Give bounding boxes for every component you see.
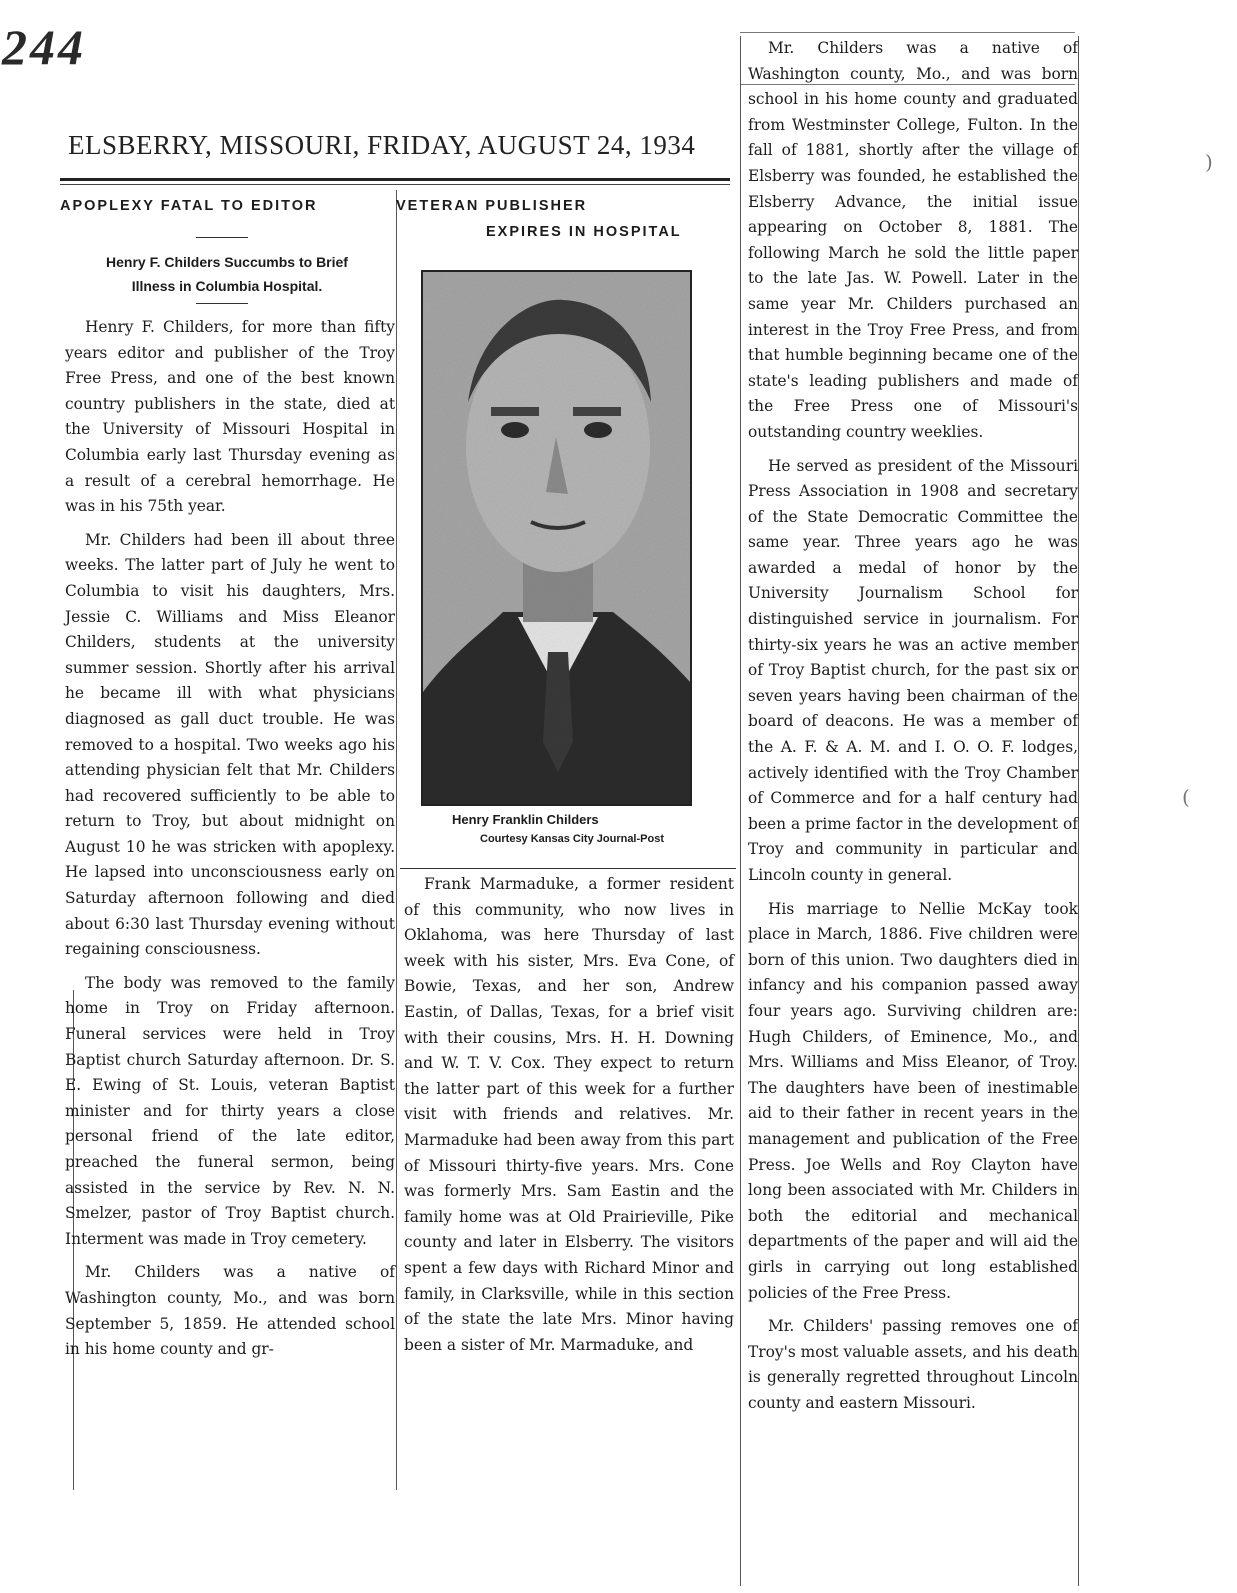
paragraph: He served as president of the Missouri Press Association in 1908 and secretary of the State Democratic Committee the same year. Three years ago he was awarded a medal of honor by the University Journalism School for distinguished service in journalism. For thirty-six years he was an active member of Troy Baptist church, for the past six or seven years having been chairman of the board of deacons. He was a member of the A. F. & A. M. and I. O. O. F. lodges, actively identified with the Troy Chamber of Commerce and for a half century had been a prime factor in the development of Troy and community in particular and Lincoln county in general. [748,456,1078,884]
paragraph: His marriage to Nellie McKay took place in March, 1886. Five children were born of this union. Two daughters died in infancy and his companion passed away four years ago. Surviving children are: Hugh Childers, of Eminence, Mo., and Mrs. Williams and Miss Eleanor, of Troy. The daughters have been of inestimable aid to their father in recent years in the management and publication of the Free Press. Joe Wells and Roy Clayton have long been associated with Mr. Childers in both the editorial and mechanical departments of the paper and will aid the girls in carrying out long established policies of the Free Press. [748,899,1078,1302]
subhead-line: Henry F. Childers Succumbs to Brief [106,254,348,270]
column-rule [396,190,397,1490]
subhead-line: Illness in Columbia Hospital. [131,278,323,294]
article-body-column-1 [65,315,395,1371]
page-number: 244 [2,19,86,75]
masthead-rule-thin [60,184,730,185]
paragraph: Mr. Childers' passing removes one of Troy's most valuable assets, and his death is generally regretted throughout Lincoln county and eastern Missouri. [748,1317,1078,1412]
paragraph: Mr. Childers was a native of Washington county, Mo., and was born September 5, 1859. He attended school in his home county and gr- [65,1263,395,1359]
subhead-rule [196,303,248,304]
paragraph: Mr. Childers was a native of Washington county, Mo., and was born school in his home county and graduated from Westminster College, Fulton. In the fall of 1881, shortly after the village of Elsberry was founded, he established the Elsberry Advance, the initial issue appearing on October 8, 1881. The following March he sold the little paper to the late Jas. W. Powell. Later in the same year Mr. Childers purchased an interest in the Troy Free Press, and from that humble beginning became one of the state's leading publishers and made of the Free Press one of Missouri's outstanding country weeklies. [748,39,1078,441]
masthead-rule [60,178,730,181]
article-headline-line-2: EXPIRES IN HOSPITAL [486,224,682,240]
scan-mark: ( [1182,785,1190,809]
article-subhead [62,250,392,298]
scan-mark: ) [1205,150,1213,174]
column-rule [740,36,741,1586]
article-body-column-3 [748,36,1078,1424]
paragraph: Frank Marmaduke, a former resident of this community, who now lives in Oklahoma, was here Thursday of last week with his sister, Mrs. Eva Cone, of Bowie, Texas, and her son, Andrew Eastin, of Dallas, Texas, for a brief visit with their cousins, Mrs. H. H. Downing and W. T. V. Cox. They expect to return the latter part of this week for a further visit with friends and relatives. Mr. Marmaduke had been away from this part of Missouri thirty-five years. Mrs. Cone was formerly Mrs. Sam Eastin and the family home was at Old Prairieville, Pike county and later in Elsberry. The visitors spent a few days with Richard Minor and family, in Clarksville, while in this section of the state the late Mrs. Minor having been a sister of Mr. Marmaduke, and [404,875,734,1354]
section-rule [400,868,736,869]
clipping-edge [740,32,1075,33]
column-rule [1078,36,1079,1586]
newspaper-masthead: ELSBERRY, MISSOURI, FRIDAY, AUGUST 24, 1934 [68,130,696,160]
article-headline: VETERAN PUBLISHER [396,198,588,214]
photo-credit: Courtesy Kansas City Journal-Post [480,833,664,845]
photo-caption: Henry Franklin Childers [452,812,599,827]
paragraph: Mr. Childers had been ill about three weeks. The latter part of July he went to Columbia to visit his daughters, Mrs. Jessie C. Williams and Miss Eleanor Childers, students at the university summer session. Shortly after his arrival he became ill with what physicians diagnosed as gall duct trouble. He was removed to a hospital. Two weeks ago his attending physician felt that Mr. Childers had recovered sufficiently to be able to return to Troy, but about midnight on August 10 he was stricken with apoplexy. He lapsed into unconsciousness early on Saturday afternoon following and died about 6:30 last Thursday evening without regaining consciousness. [65,530,395,959]
paragraph: The body was removed to the family home in Troy on Friday afternoon. Funeral services were held in Troy Baptist church Saturday afternoon. Dr. S. E. Ewing of St. Louis, veteran Baptist minister and for thirty years a close personal friend of the late editor, preached the funeral sermon, being assisted in the service by Rev. N. N. Smelzer, pastor of Troy Baptist church. Interment was made in Troy cemetery. [65,973,395,1248]
article-body-column-2 [404,872,734,1366]
article-headline: APOPLEXY FATAL TO EDITOR [60,198,318,214]
portrait-image [423,272,690,804]
portrait-photo [421,270,692,806]
headline-rule [196,237,248,238]
paragraph: Henry F. Childers, for more than fifty years editor and publisher of the Troy Free Press, and one of the best known country publishers in the state, died at the University of Missouri Hospital in Columbia early last Thursday evening as a result of a cerebral hemorrhage. He was in his 75th year. [65,318,395,516]
